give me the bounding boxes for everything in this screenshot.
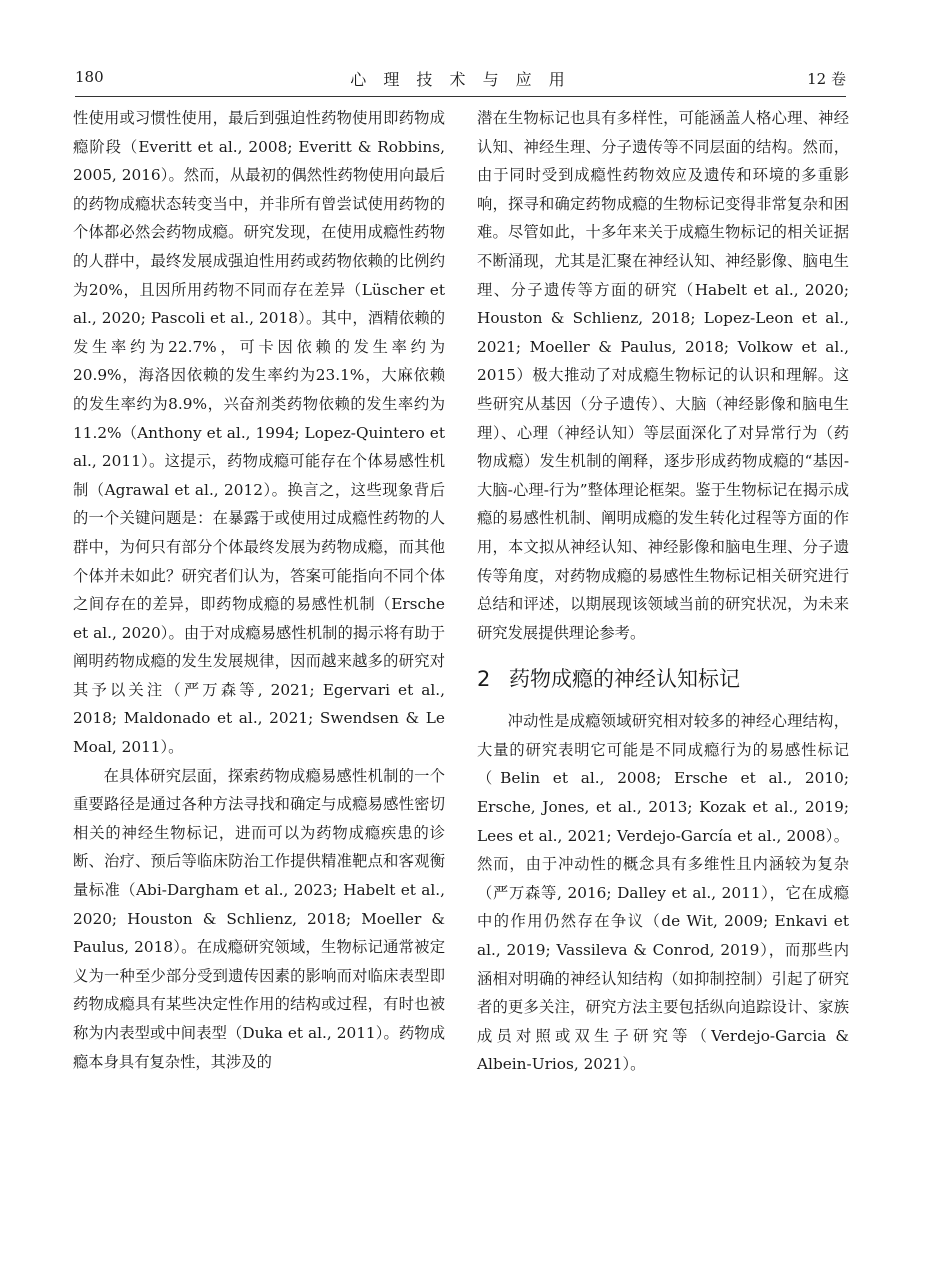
running-header [75,62,846,97]
body-paragraph: 潜在生物标记也具有多样性，可能涵盖人格心理、神经认知、神经生理、分子遗传等不同层面的结构。然而，由于同时受到成瘾性药物效应及遗传和环境的多重影响，探寻和确定药物成瘾的生物标记变得非常复杂和困难。尽管如此，十多年来关于成瘾生物标记的相关证据不断涌现，尤其是汇聚在神经认知、神经影像、脑电生理、分子遗传等方面的研究（Habelt et al., 2020; Houston & Schlienz, 2018; Lopez-Leon et al., 2021; Moeller & Paulus, 2018; Volkow et al., 2015）极大推动了对成瘾生物标记的认识和理解。这些研究从基因（分子遗传）、大脑（神经影像和脑电生理）、心理（神经认知）等层面深化了对异常行为（药物成瘾）发生机制的阐释，逐步形成药物成瘾的“基因-大脑-心理-行为”整体理论框架。鉴于生物标记在揭示成瘾的易感性机制、阐明成瘾的发生转化过程等方面的作用，本文拟从神经认知、神经影像和脑电生理、分子遗传等角度，对药物成瘾的易感性生物标记相关研究进行总结和评述，以期展现该领域当前的研究状况，为未来研究发展提供理论参考。 [477,109,849,642]
page-number: 180 [75,68,104,86]
body-paragraph: 冲动性是成瘾领域研究相对较多的神经心理结构，大量的研究表明它可能是不同成瘾行为的易感性标记（Belin et al., 2008; Ersche et al., 2010; Ersche, Jones, et al., 2013; Kozak et al., 2019; Lees et al., 2021; Verdejo-García et al., 2008）。然而，由于冲动性的概念具有多维性且内涵较为复杂（严万森等, 2016; Dalley et al., 2011），它在成瘾中的作用仍然存在争议（de Wit, 2009; Enkavi et al., 2019; Vassileva & Conrod, 2019），而那些内涵相对明确的神经认知结构（如抑制控制）引起了研究者的更多关注，研究方法主要包括纵向追踪设计、家族成员对照或双生子研究等（Verdejo-Garcia & Albein-Urios, 2021）。 [477,712,849,1074]
section-number: 2 [477,667,491,692]
right-column [477,104,849,1079]
journal-title: 心 理 技 术 与 应 用 [350,70,571,89]
section-title: 药物成瘾的神经认知标记 [509,667,740,692]
volume-label: 12 卷 [807,70,846,88]
body-paragraph: 在具体研究层面，探索药物成瘾易感性机制的一个重要路径是通过各种方法寻找和确定与成瘾易感性密切相关的神经生物标记，进而可以为药物成瘾疾患的诊断、治疗、预后等临床防治工作提供精准靶点和客观衡量标准（Abi-Dargham et al., 2023; Habelt et al., 2020; Houston & Schlienz, 2018; Moeller & Paulus, 2018）。在成瘾研究领域，生物标记通常被定义为一种至少部分受到遗传因素的影响而对临床表型即药物成瘾具有某些决定性作用的结构或过程，有时也被称为内表型或中间表型（Duka et al., 2011）。药物成瘾本身具有复杂性，其涉及的 [73,766,445,1071]
body-paragraph: 性使用或习惯性使用，最后到强迫性药物使用即药物成瘾阶段（Everitt et al., 2008; Everitt & Robbins, 2005, 2016）。然而，从最初的偶然性药物使用向最后的药物成瘾状态转变当中，并非所有曾尝试使用药物的个体都必然会药物成瘾。研究发现，在使用成瘾性药物的人群中，最终发展成强迫性用药或药物依赖的比例约为20%，且因所用药物不同而存在差异（Lüscher et al., 2020; Pascoli et al., 2018）。其中，酒精依赖的发生率约为22.7%，可卡因依赖的发生率约为20.9%，海洛因依赖的发生率约为23.1%，大麻依赖的发生率约为8.9%，兴奋剂类药物依赖的发生率约为11.2%（Anthony et al., 1994; Lopez-Quintero et al., 2011）。这提示，药物成瘾可能存在个体易感性机制（Agrawal et al., 2012）。换言之，这些现象背后的一个关键问题是：在暴露于或使用过成瘾性药物的人群中，为何只有部分个体最终发展为药物成瘾，而其他个体并未如此？研究者们认为，答案可能指向不同个体之间存在的差异，即药物成瘾的易感性机制（Ersche et al., 2020）。由于对成瘾易感性机制的揭示将有助于阐明药物成瘾的发生发展规律，因而越来越多的研究对其予以关注（严万森等, 2021; Egervari et al., 2018; Maldonado et al., 2021; Swendsen & Le Moal, 2011）。 [73,109,445,757]
section-heading [477,665,849,693]
left-column [73,104,445,1076]
